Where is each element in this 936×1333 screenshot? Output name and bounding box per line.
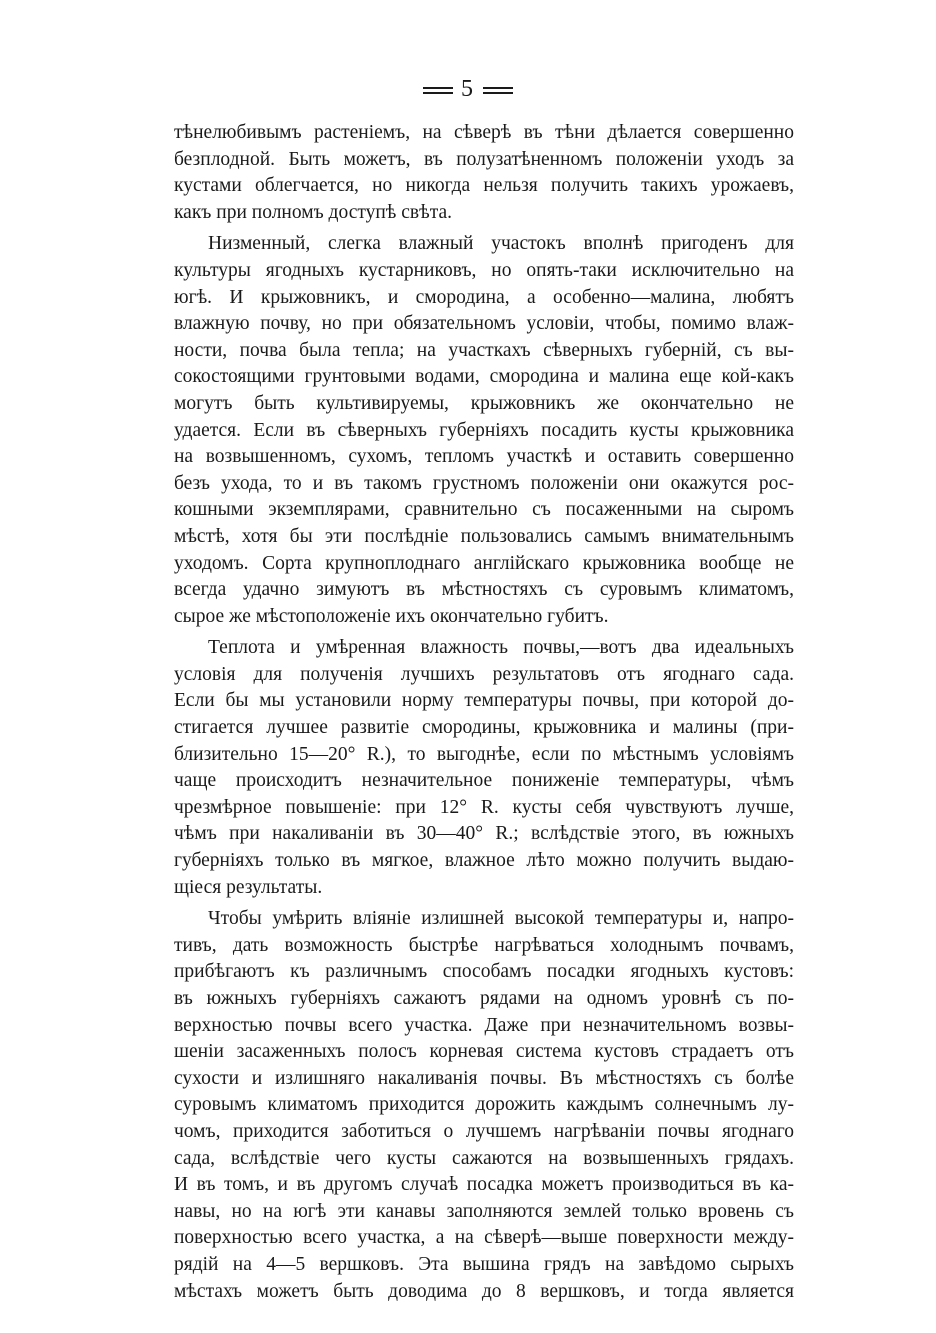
text-line: какъ при полномъ доступѣ свѣта. bbox=[174, 201, 452, 223]
text-line: могутъ быть культивируемы, крыжовникъ же окончательно не bbox=[174, 392, 794, 414]
text-line: чаще происходитъ незначительное пониженiе температуры, чѣмъ bbox=[174, 770, 794, 792]
text-line: рядiй на 4—5 вершковъ. Эта вышина грядъ на завѣдомо сырыхъ bbox=[174, 1253, 794, 1275]
text-line: Чтобы умѣрить влiянiе излишней высокой температуры и, напро- bbox=[208, 908, 794, 930]
text-line: культуры ягодныхъ кустарниковъ, но опять-таки исключительно на bbox=[174, 259, 794, 281]
text-line: на возвышенномъ, сухомъ, тепломъ участкѣ и оставить совершенно bbox=[174, 446, 794, 468]
text-line: чрезмѣрное повышенiе: при 12° R. кусты себя чувствуютъ лучше, bbox=[174, 796, 794, 818]
text-line: мѣстахъ можетъ быть доводима до 8 вершковъ, и тогда является bbox=[174, 1280, 794, 1302]
text-line: тивъ, дать возможность быстрѣе нагрѣваться холоднымъ почвамъ, bbox=[174, 934, 794, 956]
text-line: кустами облегчается, но никогда нельзя получить такихъ урожаевъ, bbox=[174, 175, 794, 197]
text-line: условiя для полученiя лучшихъ результатовъ отъ ягоднаго сада. bbox=[174, 663, 794, 685]
text-line: югѣ. И крыжовникъ, и смородина, а особенно—малина, любятъ bbox=[174, 286, 794, 308]
text-line: чѣмъ при накаливанiи въ 30—40° R.; вслѣдствiе этого, въ южныхъ bbox=[174, 823, 794, 845]
text-line: мѣстѣ, хотя бы эти послѣднiе пользовались самымъ внимательнымъ bbox=[174, 525, 794, 547]
text-line: Теплота и умѣренная влажность почвы,—вотъ два идеальныхъ bbox=[208, 637, 794, 659]
paragraph-4 bbox=[174, 906, 794, 1305]
text-line: И въ томъ, и въ другомъ случаѣ посадка можетъ производиться въ ка- bbox=[174, 1174, 794, 1196]
text-line: Низменный, слегка влажный участокъ вполнѣ пригоденъ для bbox=[208, 233, 794, 255]
text-line: поверхностью всего участка, а на сѣверѣ—выше поверхности между- bbox=[174, 1227, 794, 1249]
text-line: ности, почва была тепла; на участкахъ сѣверныхъ губернiй, съ вы- bbox=[174, 339, 794, 361]
paragraph-2 bbox=[174, 231, 794, 630]
page-number: 5 bbox=[461, 76, 475, 102]
text-line: уходомъ. Сорта крупноплоднаго англiйскаго крыжовника вообще не bbox=[174, 552, 794, 574]
text-line: прибѣгаютъ къ различнымъ способамъ посадки ягодныхъ кустовъ: bbox=[174, 961, 794, 983]
paragraph-3 bbox=[174, 635, 794, 901]
text-line: сада, вслѣдствiе чего кусты сажаются на возвышенныхъ грядахъ. bbox=[174, 1147, 794, 1169]
text-line: верхностью почвы всего участка. Даже при незначительномъ возвы- bbox=[174, 1014, 794, 1036]
text-line: Если бы мы установили норму температуры почвы, при которой до- bbox=[174, 690, 794, 712]
text-line: всегда удачно зимуютъ въ мѣстностяхъ съ суровымъ климатомъ, bbox=[174, 579, 794, 601]
header-ornament-right bbox=[483, 87, 513, 94]
text-line: губернiяхъ только въ мягкое, влажное лѣто можно получить выдаю- bbox=[174, 850, 794, 872]
text-line: сухости и излишняго накаливанiя почвы. Въ мѣстностяхъ съ болѣе bbox=[174, 1067, 794, 1089]
text-line: суровымъ климатомъ приходится дорожить каждымъ солнечнымъ лу- bbox=[174, 1094, 794, 1116]
text-line: удается. Если въ сѣверныхъ губернiяхъ посадить кусты крыжовника bbox=[174, 419, 794, 441]
text-line: безъ ухода, то и въ такомъ грустномъ положенiи они окажутся рос- bbox=[174, 472, 794, 494]
text-line: стигается лучшее развитiе смородины, крыжовника и малины (при- bbox=[174, 717, 794, 739]
text-line: навы, но на югѣ эти канавы заполняются землей только вровень съ bbox=[174, 1200, 794, 1222]
body-text bbox=[174, 120, 794, 1310]
page-header bbox=[0, 72, 936, 106]
text-line: въ южныхъ губернiяхъ сажаютъ рядами на одномъ уровнѣ съ по- bbox=[174, 988, 794, 1009]
text-line: сырое же мѣстоположенiе ихъ окончательно губитъ. bbox=[174, 605, 609, 627]
paragraph-1 bbox=[174, 120, 794, 226]
text-line: тѣнелюбивымъ растенiемъ, на сѣверѣ въ тѣни дѣлается совершенно bbox=[174, 122, 794, 143]
text-line: близительно 15—20° R.), то выгоднѣе, если по мѣстнымъ условiямъ bbox=[174, 743, 794, 765]
header-ornament-left bbox=[423, 87, 453, 94]
text-line: кошными экземплярами, сравнительно съ посаженными на сыромъ bbox=[174, 499, 794, 521]
text-line: влажную почву, но при обязательномъ условiи, чтобы, помимо влаж- bbox=[174, 313, 794, 335]
text-line: шенiи засаженныхъ полосъ корневая система кустовъ страдаетъ отъ bbox=[174, 1041, 794, 1063]
text-line: щiеся результаты. bbox=[174, 876, 323, 898]
text-line: чомъ, приходится заботиться о лучшемъ нагрѣванiи почвы ягоднаго bbox=[174, 1120, 794, 1142]
text-line: безплодной. Быть можетъ, въ полузатѣненномъ положенiи уходъ за bbox=[174, 148, 794, 170]
text-line: сокостоящими грунтовыми водами, смородина и малина еще кой-какъ bbox=[174, 366, 794, 388]
